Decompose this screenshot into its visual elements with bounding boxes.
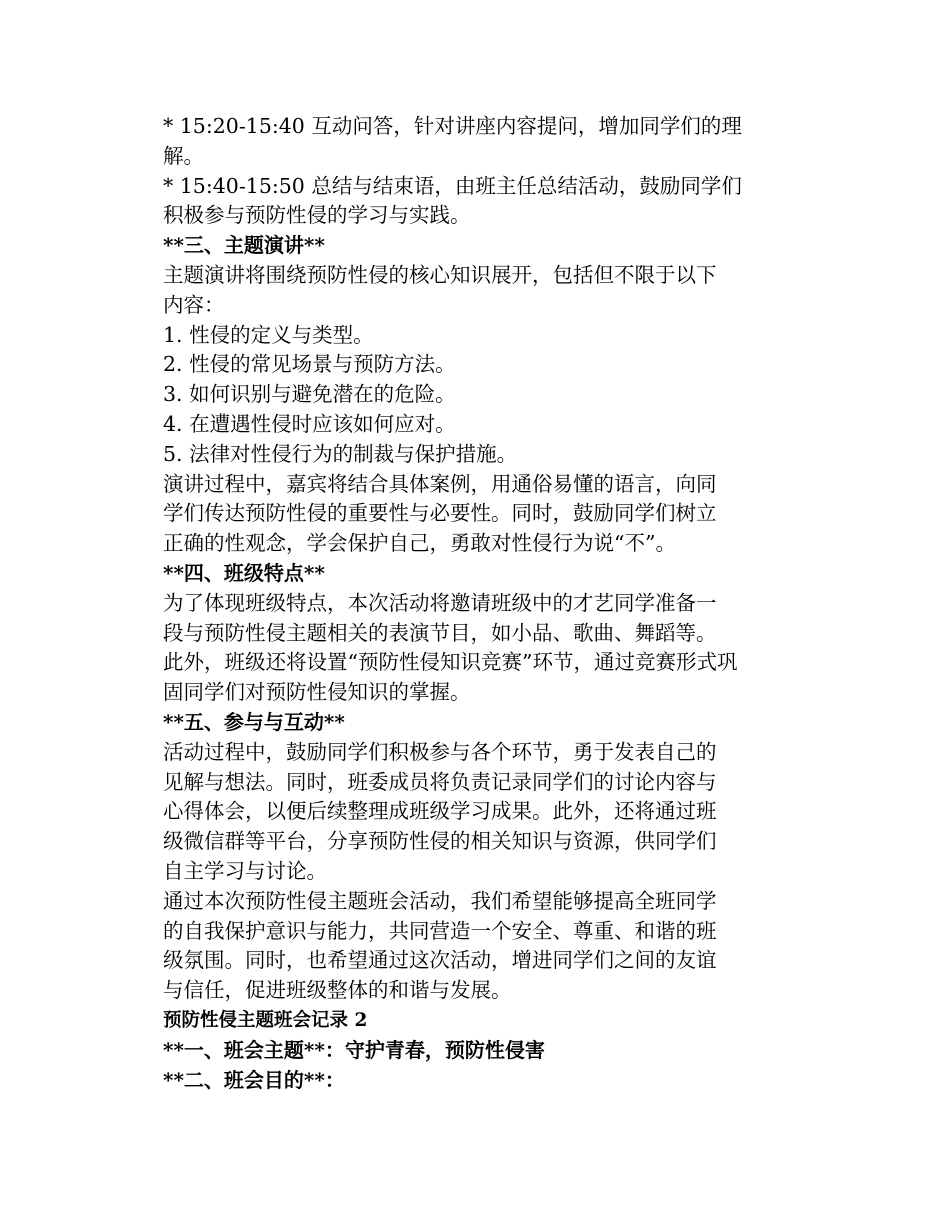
text-line: 积极参与预防性侵的学习与实践。 [163,203,471,228]
text-line: 正确的性观念，学会保护自己，勇敢对性侵行为说“不”。 [163,531,676,556]
document-page [163,112,793,1095]
text-line: 为了体现班级特点，本次活动将邀请班级中的才艺同学准备一 [163,590,717,615]
text-line: 活动过程中，鼓励同学们积极参与各个环节，勇于发表自己的 [163,739,717,764]
record-title: 预防性侵主题班会记录 2 [163,1009,368,1031]
text-line: 级微信群等平台，分享预防性侵的相关知识与资源，供同学们 [163,829,717,854]
text-line: 主题演讲将围绕预防性侵的核心知识展开，包括但不限于以下 [163,262,717,287]
text-line: 的自我保护意识与能力，共同营造一个安全、尊重、和谐的班 [163,918,717,943]
text-line: 心得体会，以便后续整理成班级学习成果。此外，还将通过班 [163,799,717,824]
section-heading: **五、参与与互动** [163,709,345,734]
list-item: 2. 性侵的常见场景与预防方法。 [163,352,456,377]
text-line: * 15:40-15:50 总结与结束语，由班主任总结活动，鼓励同学们 [163,173,742,198]
list-item: 5. 法律对性侵行为的制裁与保护措施。 [163,441,518,466]
text-line: 内容： [163,292,225,317]
text-line: 学们传达预防性侵的重要性与必要性。同时，鼓励同学们树立 [163,501,717,526]
section-heading: **二、班会目的**： [163,1067,345,1092]
list-item: 3. 如何识别与避免潜在的危险。 [163,382,456,407]
list-item: 1. 性侵的定义与类型。 [163,322,374,347]
text-line: 固同学们对预防性侵知识的掌握。 [163,680,471,705]
section-heading: **三、主题演讲** [163,233,325,258]
text-line: 解。 [163,143,204,168]
text-line: 演讲过程中，嘉宾将结合具体案例，用通俗易懂的语言，向同 [163,471,717,496]
text-line: 自主学习与讨论。 [163,858,327,883]
section-heading: **四、班级特点** [163,560,325,585]
text-line: * 15:20-15:40 互动问答，针对讲座内容提问，增加同学们的理 [163,114,742,138]
text-line: 与信任，促进班级整体的和谐与发展。 [163,978,512,1003]
section-heading: **一、班会主题**：守护青春，预防性侵害 [163,1037,545,1062]
text-line: 通过本次预防性侵主题班会活动，我们希望能够提高全班同学 [163,888,717,913]
text-line: 见解与想法。同时，班委成员将负责记录同学们的讨论内容与 [163,769,717,794]
text-line: 段与预防性侵主题相关的表演节目，如小品、歌曲、舞蹈等。 [163,620,717,645]
list-item: 4. 在遭遇性侵时应该如何应对。 [163,411,456,436]
text-line: 此外，班级还将设置“预防性侵知识竞赛”环节，通过竞赛形式巩 [163,650,738,675]
text-line: 级氛围。同时，也希望通过这次活动，增进同学们之间的友谊 [163,948,717,973]
